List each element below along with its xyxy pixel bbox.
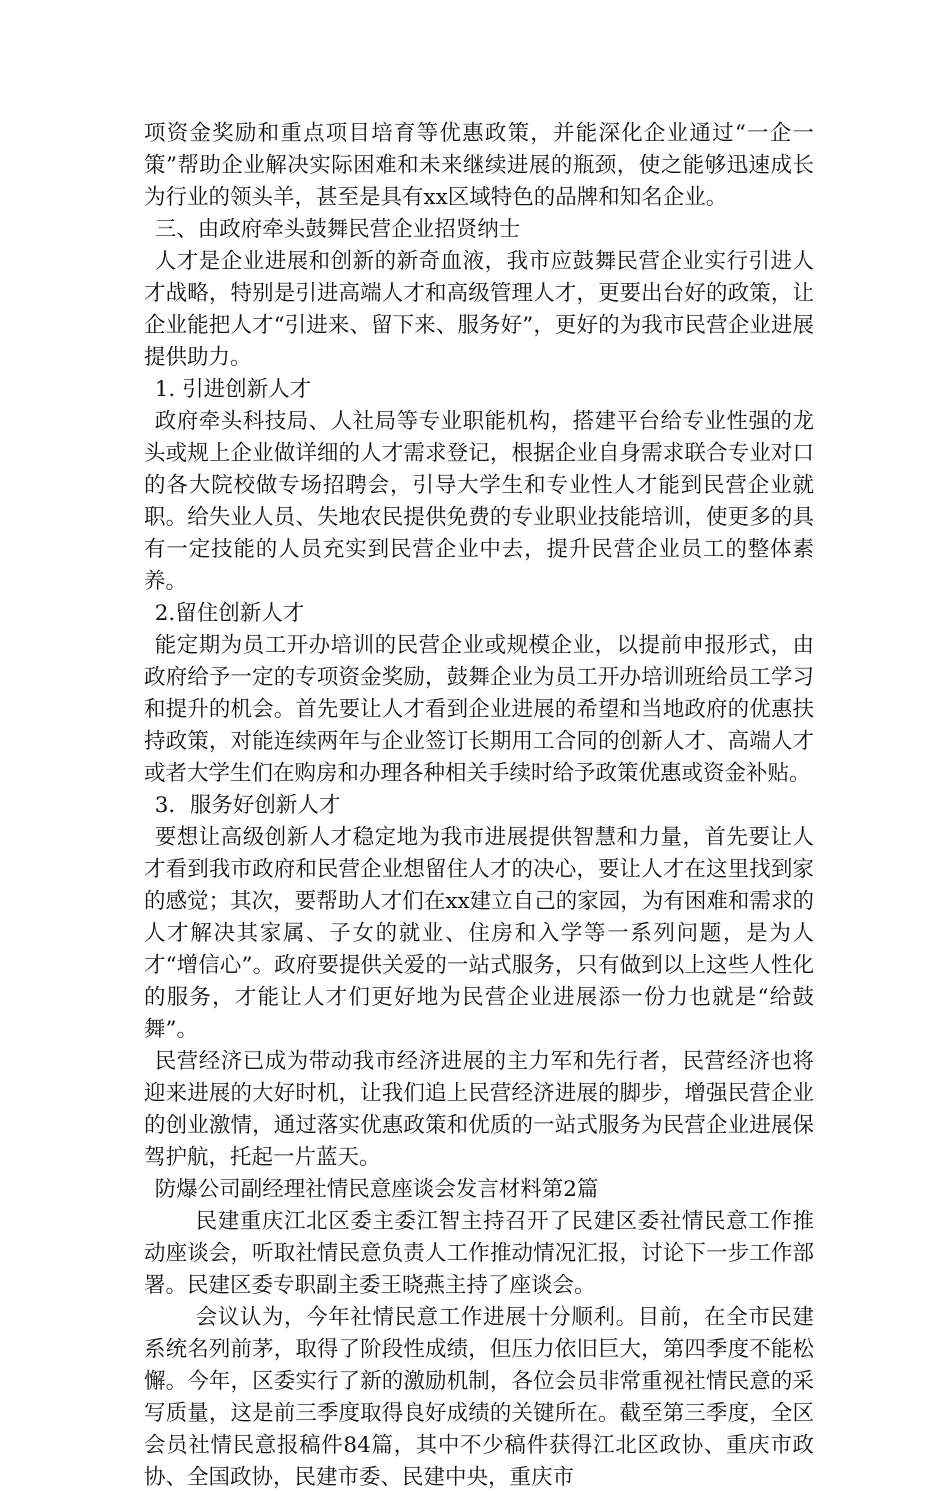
paragraph: 能定期为员工开办培训的民营企业或规模企业，以提前申报形式，由政府给予一定的专项资金奖励，鼓舞企业为员工开办培训班给员工学习和提升的机会。首先要让人才看到企业进展的希望和当地政府的优惠扶持政策，对能连续两年与企业签订长期用工合同的创新人才、高端人才或者大学生们在购房和办理各种相关手续时给予政策优惠或资金补贴。 [144, 633, 814, 786]
paragraph: 项资金奖励和重点项目培育等优惠政策，并能深化企业通过“一企一策”帮助企业解决实际困难和未来继续进展的瓶颈，使之能够迅速成长为行业的领头羊，甚至是具有xx区域特色的品牌和知名企业。 [144, 121, 814, 210]
article-title: 防爆公司副经理社情民意座谈会发言材料第2篇 [154, 1177, 599, 1202]
paragraph: 民建重庆江北区委主委江智主持召开了民建区委社情民意工作推动座谈会，听取社情民意负责人工作推动情况汇报，讨论下一步工作部署。民建区委专职副主委王晓燕主持了座谈会。 [144, 1209, 814, 1298]
paragraph: 要想让高级创新人才稳定地为我市进展提供智慧和力量，首先要让人才看到我市政府和民营企业想留住人才的决心，要让人才在这里找到家的感觉；其次，要帮助人才们在xx建立自己的家园，为有困难和需求的人才解决其家属、子女的就业、住房和入学等一系列问题，是为人才“增信心”。政府要提供关爱的一站式服务，只有做到以上这些人性化的服务，才能让人才们更好地为民营企业进展添一份力也就是“给鼓舞”。 [144, 825, 814, 1042]
paragraph: 民营经济已成为带动我市经济进展的主力军和先行者，民营经济也将迎来进展的大好时机，让我们追上民营经济进展的脚步，增强民营企业的创业激情，通过落实优惠政策和优质的一站式服务为民营企业进展保驾护航，托起一片蓝天。 [144, 1049, 814, 1170]
subsection-heading: 2.留住创新人才 [154, 601, 305, 626]
section-heading: 三、由政府牵头鼓舞民营企业招贤纳士 [154, 217, 521, 242]
paragraph: 政府牵头科技局、人社局等专业职能机构，搭建平台给专业性强的龙头或规上企业做详细的人才需求登记，根据企业自身需求联合专业对口的各大院校做专场招聘会，引导大学生和专业性人才能到民营企业就职。给失业人员、失地农民提供免费的专业职业技能培训，使更多的具有一定技能的人员充实到民营企业中去，提升民营企业员工的整体素养。 [144, 409, 814, 594]
subsection-heading: 3．服务好创新人才 [154, 793, 341, 818]
paragraph: 会议认为，今年社情民意工作进展十分顺利。目前，在全市民建系统名列前茅，取得了阶段性成绩，但压力依旧巨大，第四季度不能松懈。今年，区委实行了新的激励机制，各位会员非常重视社情民意的采写质量，这是前三季度取得良好成绩的关键所在。截至第三季度，全区会员社情民意报稿件84篇，其中不少稿件获得江北区政协、重庆市政协、全国政协，民建市委、民建中央，重庆市 [144, 1305, 814, 1490]
document-page [144, 118, 814, 1494]
subsection-heading: 1. 引进创新人才 [154, 377, 312, 402]
paragraph: 人才是企业进展和创新的新奇血液，我市应鼓舞民营企业实行引进人才战略，特别是引进高端人才和高级管理人才，更要出台好的政策，让企业能把人才“引进来、留下来、服务好”，更好的为我市民营企业进展提供助力。 [144, 249, 814, 370]
